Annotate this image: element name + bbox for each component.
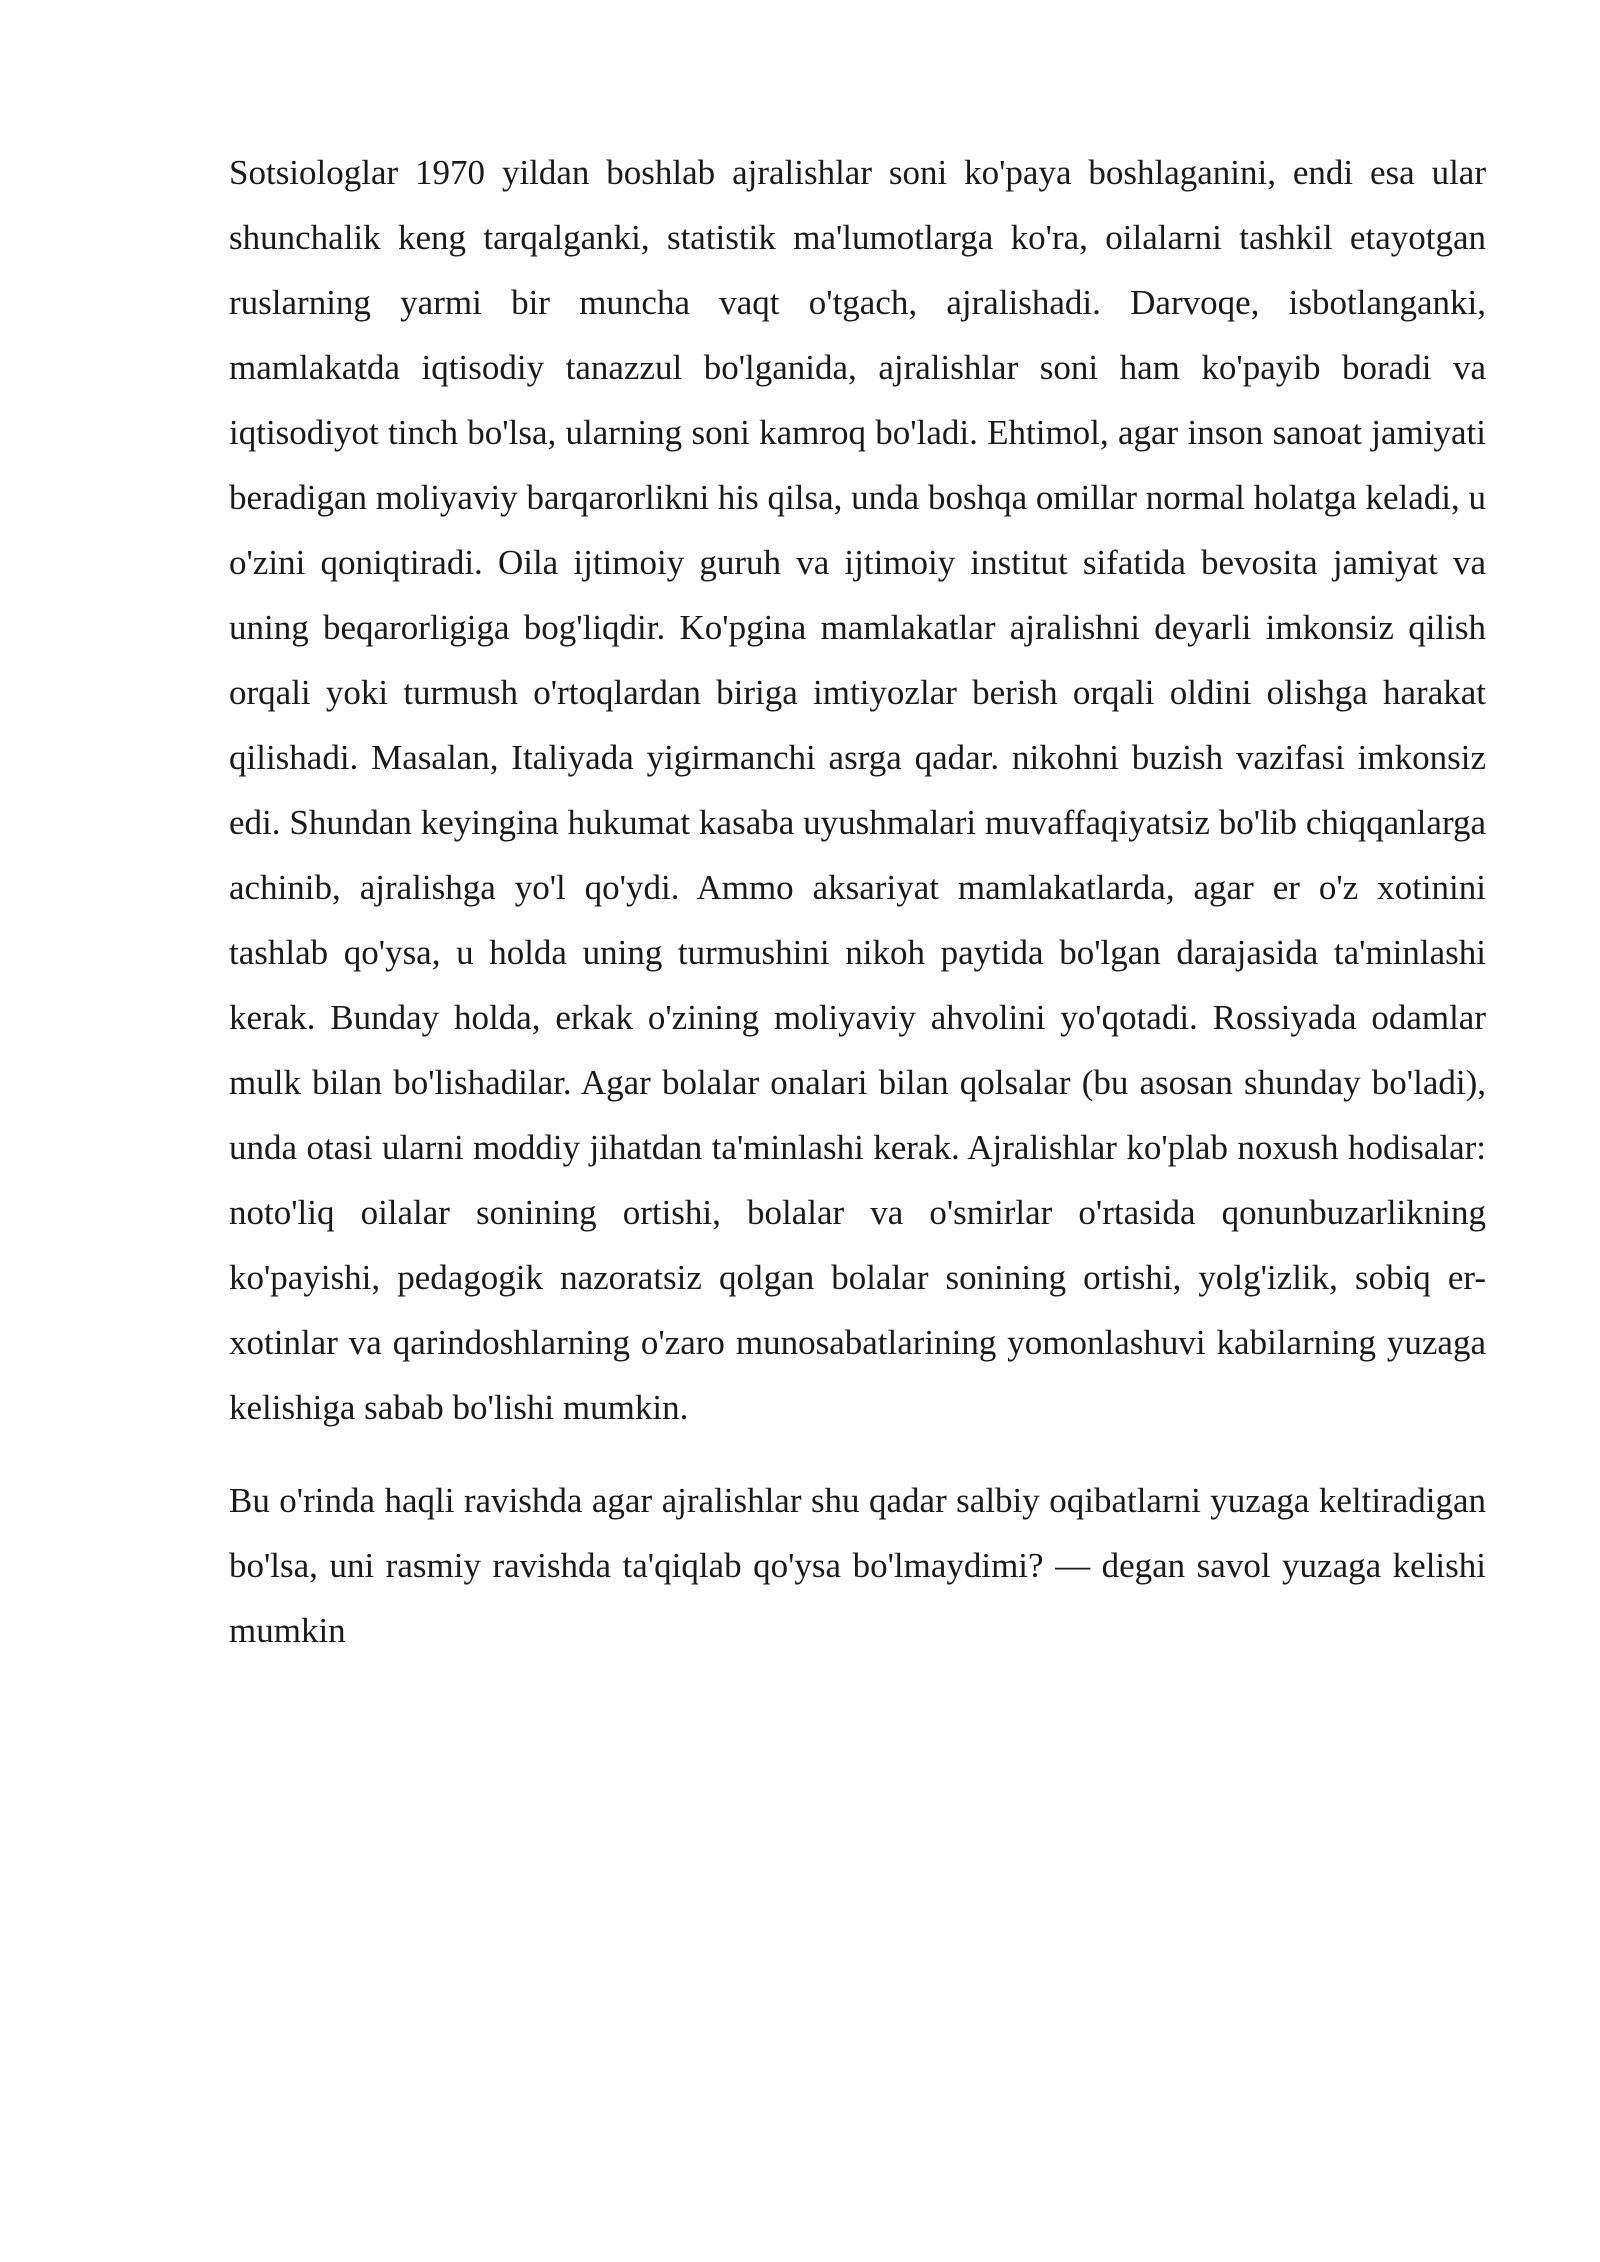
paragraph-2: Bu o'rinda haqli ravishda agar ajralishlar shu qadar salbiy oqibatlarni yuzaga keltiradigan bo'lsa, uni rasmiy ravishda ta'qiqlab qo'ysa bo'lmaydimi? — degan savol yuzaga kelishi mumkin [229,1481,1486,1650]
document-body [229,140,1486,1663]
paragraph-1: Sotsiologlar 1970 yildan boshlab ajralishlar soni ko'paya boshlaganini, endi esa ular shunchalik keng tarqalganki, statistik ma'lumotlarga ko'ra, oilalarni tashkil etayotgan ruslarning yarmi bir muncha vaqt o'tgach, ajralishadi. Darvoqe, isbotlanganki, mamlakatda iqtisodiy tanazzul bo'lganida, ajralishlar soni ham ko'payib boradi va iqtisodiyot tinch bo'lsa, ularning soni kamroq bo'ladi. Ehtimol, agar inson sanoat jamiyati beradigan moliyaviy barqarorlikni his qilsa, unda boshqa omillar normal holatga keladi, u o'zini qoniqtiradi. Oila ijtimoiy guruh va ijtimoiy institut sifatida bevosita jamiyat va uning beqarorligiga bog'liqdir. Ko'pgina mamlakatlar ajralishni deyarli imkonsiz qilish orqali yoki turmush o'rtoqlardan biriga imtiyozlar berish orqali oldini olishga harakat qilishadi. Masalan, Italiyada yigirmanchi asrga qadar. nikohni buzish vazifasi imkonsiz edi. Shundan keyingina hukumat kasaba uyushmalari muvaffaqiyatsiz bo'lib chiqqanlarga achinib, ajralishga yo'l qo'ydi. Ammo aksariyat mamlakatlarda, agar er o'z xotinini tashlab qo'ysa, u holda uning turmushini nikoh paytida bo'lgan darajasida ta'minlashi kerak. Bunday holda, erkak o'zining moliyaviy ahvolini yo'qotadi. Rossiyada odamlar mulk bilan bo'lishadilar. Agar bolalar onalari bilan qolsalar (bu asosan shunday bo'ladi), unda otasi ularni moddiy jihatdan ta'minlashi kerak. Ajralishlar ko'plab noxush hodisalar: noto'liq oilalar sonining ortishi, bolalar va o'smirlar o'rtasida qonunbuzarlikning ko'payishi, pedagogik nazoratsiz qolgan bolalar sonining ortishi, yolg'izlik, sobiq er-xotinlar va qarindoshlarning o'zaro munosabatlarining yomonlashuvi kabilarning yuzaga kelishiga sabab bo'lishi mumkin. [229,153,1486,1427]
